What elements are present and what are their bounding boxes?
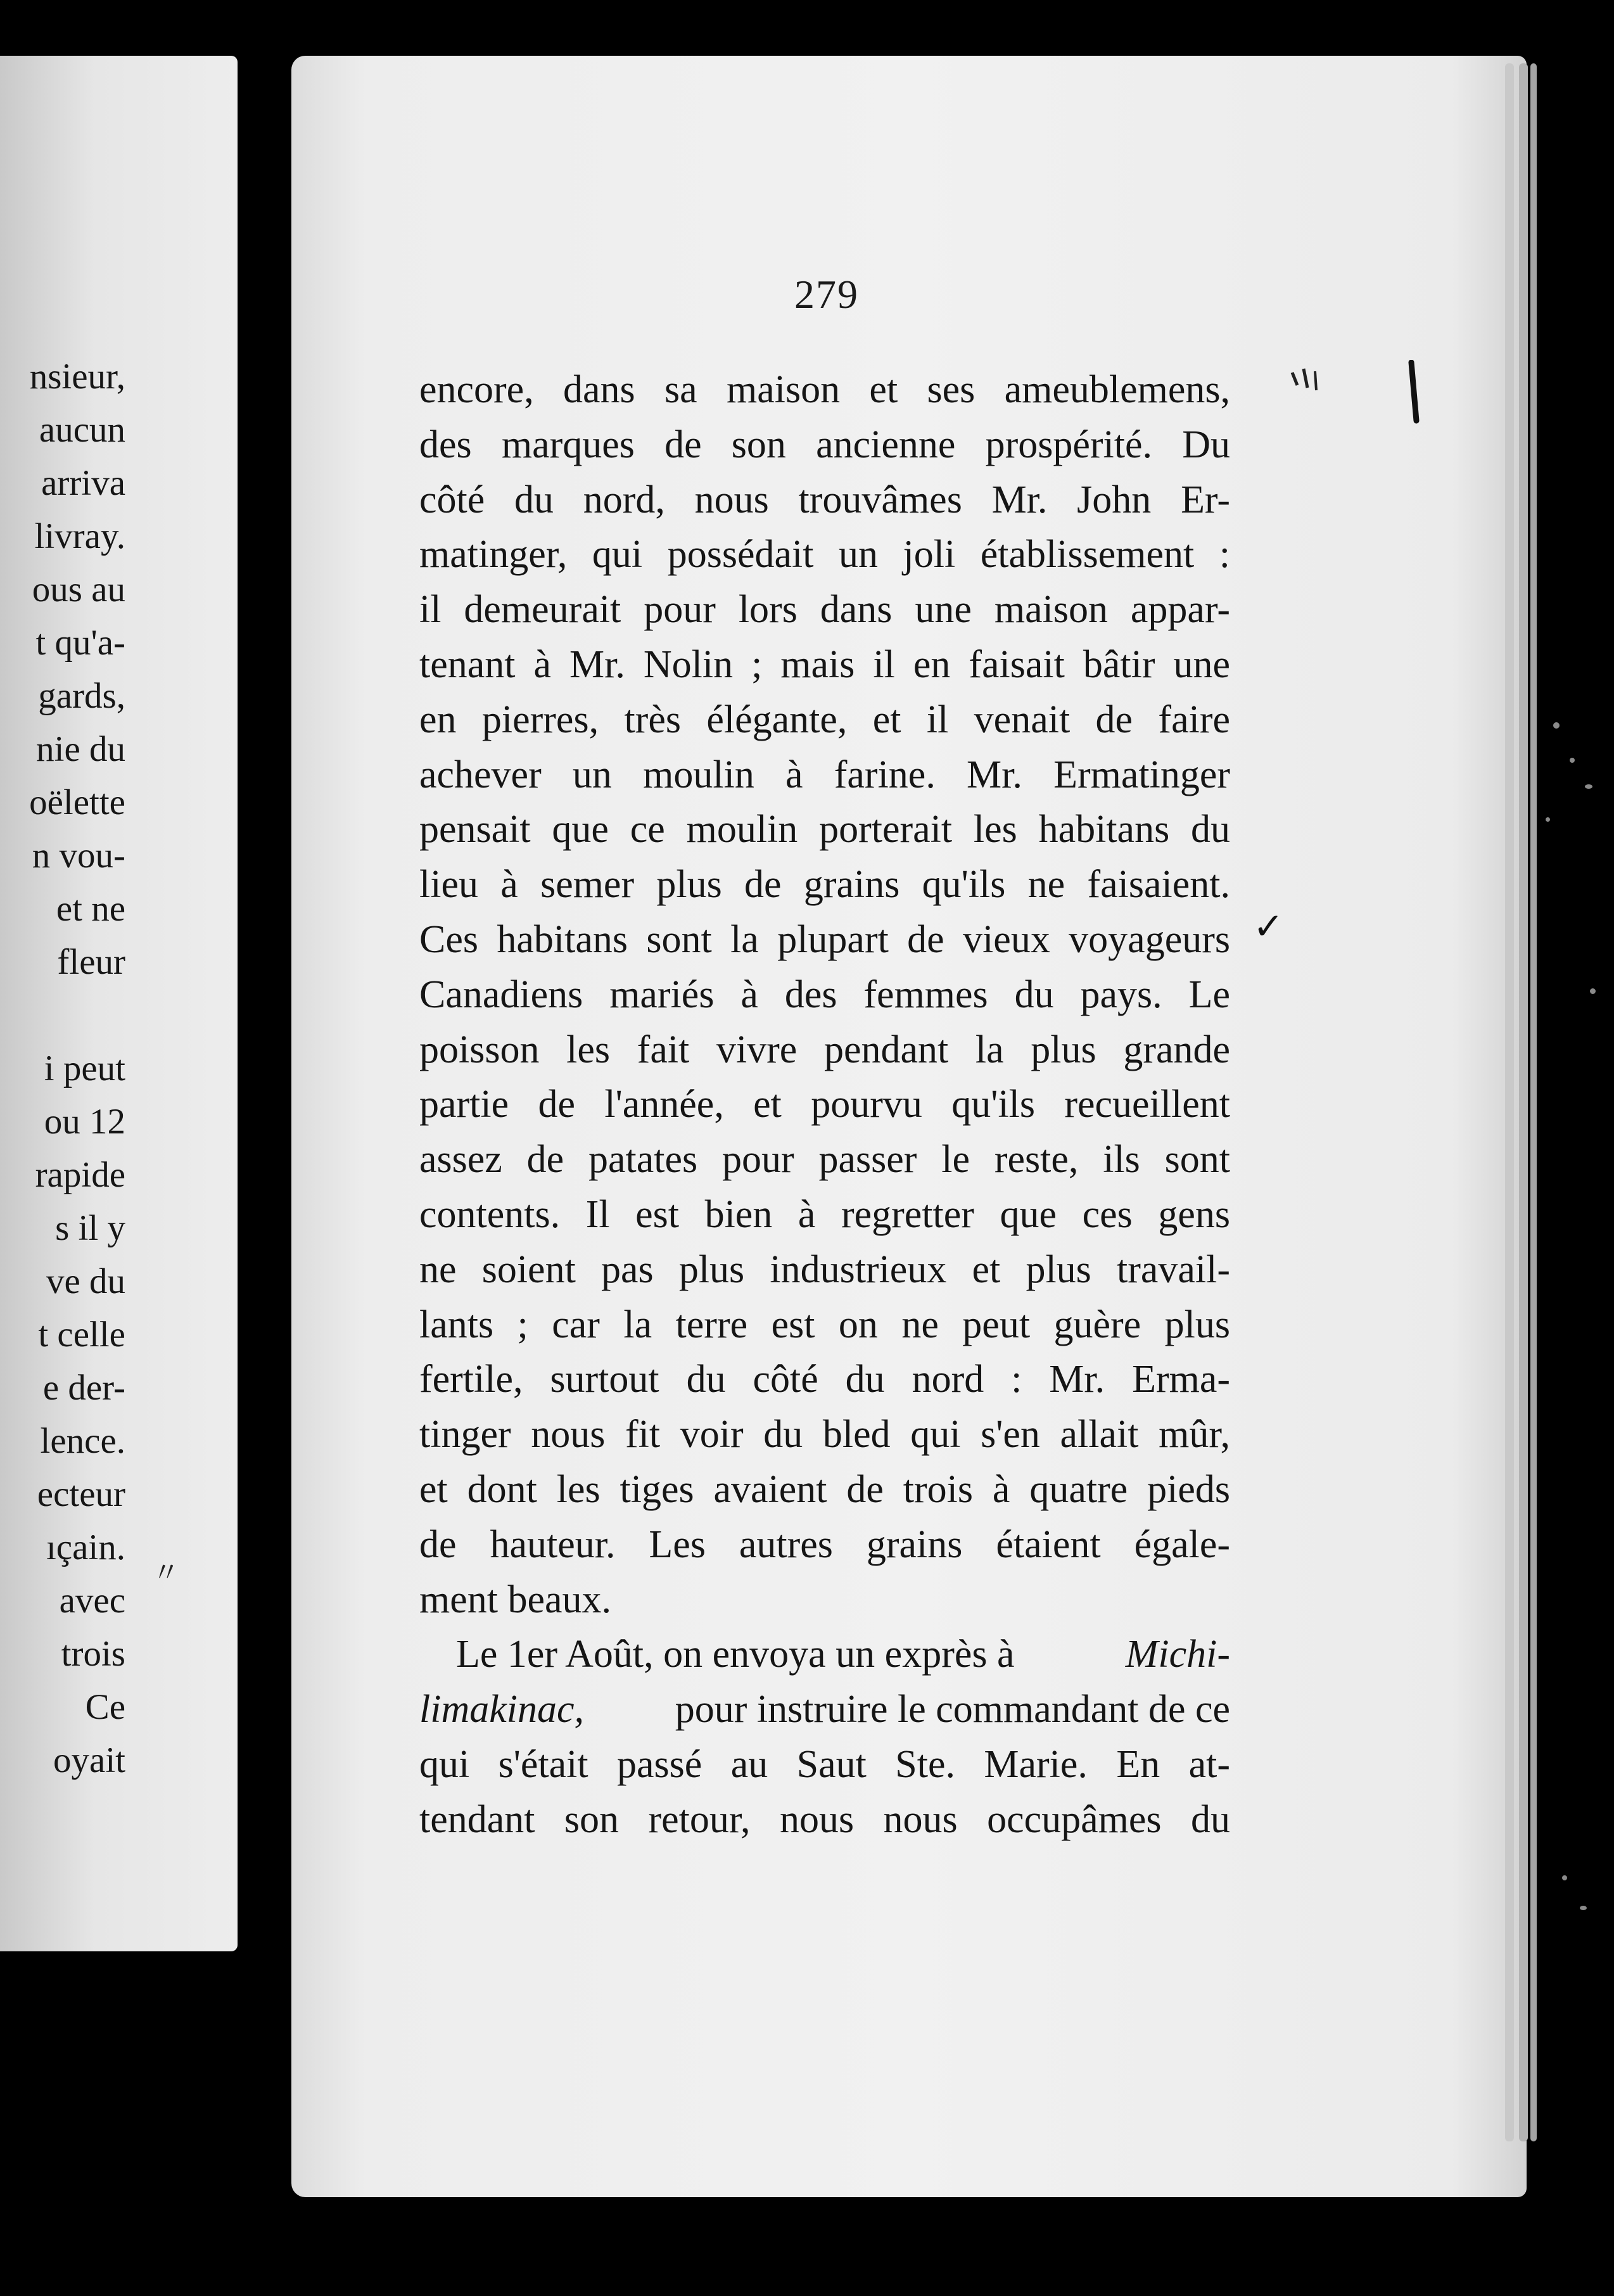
text-line: et dont les tiges avaient de trois à quatre pieds bbox=[419, 1467, 1230, 1511]
page-edge bbox=[1530, 63, 1537, 2141]
scan-speck bbox=[1580, 1906, 1587, 1910]
body-text bbox=[419, 362, 1230, 1847]
left-page-line: livray. bbox=[34, 516, 125, 556]
text-span: Le 1er Août, on envoya un exprès à bbox=[456, 1633, 1015, 1676]
left-page-line: Ce bbox=[85, 1687, 125, 1727]
left-page-line: t qu'a- bbox=[35, 623, 125, 663]
scan-speck bbox=[1590, 988, 1596, 994]
text-span: pour instruire le commandant de ce bbox=[675, 1688, 1230, 1732]
left-page-line: i peut bbox=[44, 1049, 125, 1088]
paragraph-2 bbox=[419, 1627, 1230, 1847]
italic-place-name: limakinac, bbox=[419, 1688, 584, 1732]
left-page-line: gards, bbox=[38, 676, 125, 716]
checkmark-icon: ✓ bbox=[1253, 905, 1284, 948]
text-line: lieu à semer plus de grains qu'ils ne faisaient. bbox=[419, 863, 1230, 907]
left-page-line: rapide bbox=[35, 1155, 125, 1195]
text-line bbox=[419, 1682, 1230, 1737]
text-line: ne soient pas plus industrieux et plus travail- bbox=[419, 1247, 1230, 1291]
text-line: matinger, qui possédait un joli établissement : bbox=[419, 533, 1230, 577]
left-page-line: ve du bbox=[46, 1261, 125, 1301]
text-line: encore, dans sa maison et ses ameublemens, bbox=[419, 368, 1230, 411]
left-page-line: et ne bbox=[56, 889, 125, 929]
text-line: ment beaux. bbox=[419, 1578, 612, 1621]
scan-speck bbox=[1570, 758, 1575, 763]
text-line: tenant à Mr. Nolin ; mais il en faisait bâtir une bbox=[419, 642, 1230, 686]
left-margin-tick-mark: 〃 bbox=[152, 1557, 180, 1589]
left-page-line: ou 12 bbox=[44, 1102, 125, 1142]
text-line: pensait que ce moulin porterait les habitans du bbox=[419, 808, 1230, 851]
left-page-line: oëlette bbox=[29, 782, 125, 822]
page-edge bbox=[1519, 63, 1528, 2141]
text-line: Canadiens mariés à des femmes du pays. Le bbox=[419, 973, 1230, 1016]
left-page-line: s il y bbox=[55, 1208, 125, 1248]
text-line: en pierres, très élégante, et il venait de faire bbox=[419, 698, 1230, 741]
text-line: contents. Il est bien à regretter que ces gens bbox=[419, 1192, 1230, 1236]
left-page-line: oyait bbox=[53, 1740, 125, 1780]
text-line: partie de l'année, et pourvu qu'ils recueillent bbox=[419, 1083, 1230, 1126]
text-line: assez de patates pour passer le reste, ils sont bbox=[419, 1138, 1230, 1182]
paragraph-1 bbox=[419, 362, 1230, 1627]
text-line bbox=[419, 1627, 1230, 1682]
left-page-line: aucun bbox=[39, 410, 125, 450]
left-page-line: nsieur, bbox=[29, 357, 125, 397]
text-line: achever un moulin à farine. Mr. Ermatinger bbox=[419, 753, 1230, 796]
text-line: de hauteur. Les autres grains étaient égale- bbox=[419, 1522, 1230, 1566]
left-page-line: trois bbox=[61, 1634, 125, 1674]
left-page-line: arriva bbox=[41, 463, 125, 503]
page-number: 279 bbox=[794, 272, 859, 317]
text-line: tendant son retour, nous nous occupâmes du bbox=[419, 1797, 1230, 1841]
italic-place-name: Michi- bbox=[1125, 1633, 1230, 1676]
left-page-line: avec bbox=[59, 1581, 125, 1621]
left-page-line: fleur bbox=[57, 942, 125, 982]
left-page-line: t celle bbox=[38, 1315, 125, 1355]
scan-speck bbox=[1546, 817, 1550, 822]
left-page-line: e der- bbox=[42, 1368, 125, 1408]
left-page-line: lence. bbox=[40, 1421, 125, 1461]
left-page-line: ıçain. bbox=[46, 1527, 125, 1567]
scan-speck bbox=[1553, 722, 1560, 729]
handwritten-margin-strokes bbox=[1286, 360, 1438, 430]
left-page-line: ecteur bbox=[37, 1474, 125, 1514]
text-line: tinger nous fit voir du bled qui s'en allait mûr, bbox=[419, 1413, 1230, 1457]
scan-speck bbox=[1562, 1875, 1567, 1880]
text-line: il demeurait pour lors dans une maison appar- bbox=[419, 588, 1230, 632]
text-line: qui s'était passé au Saut Ste. Marie. En at- bbox=[419, 1742, 1230, 1786]
left-page-line: nie du bbox=[36, 729, 125, 769]
left-page-line: ous au bbox=[32, 570, 125, 609]
scan-speck bbox=[1585, 784, 1592, 789]
page-edge bbox=[1505, 63, 1514, 2141]
text-line: poisson les fait vivre pendant la plus grande bbox=[419, 1028, 1230, 1071]
text-line: Ces habitans sont la plupart de vieux voyageurs bbox=[419, 917, 1230, 961]
text-line: des marques de son ancienne prospérité. Du bbox=[419, 423, 1230, 466]
text-line: lants ; car la terre est on ne peut guère plus bbox=[419, 1303, 1230, 1346]
text-line: côté du nord, nous trouvâmes Mr. John Er- bbox=[419, 478, 1230, 521]
text-line: fertile, surtout du côté du nord : Mr. Erma- bbox=[419, 1358, 1230, 1401]
left-page-line: n vou- bbox=[32, 836, 125, 876]
